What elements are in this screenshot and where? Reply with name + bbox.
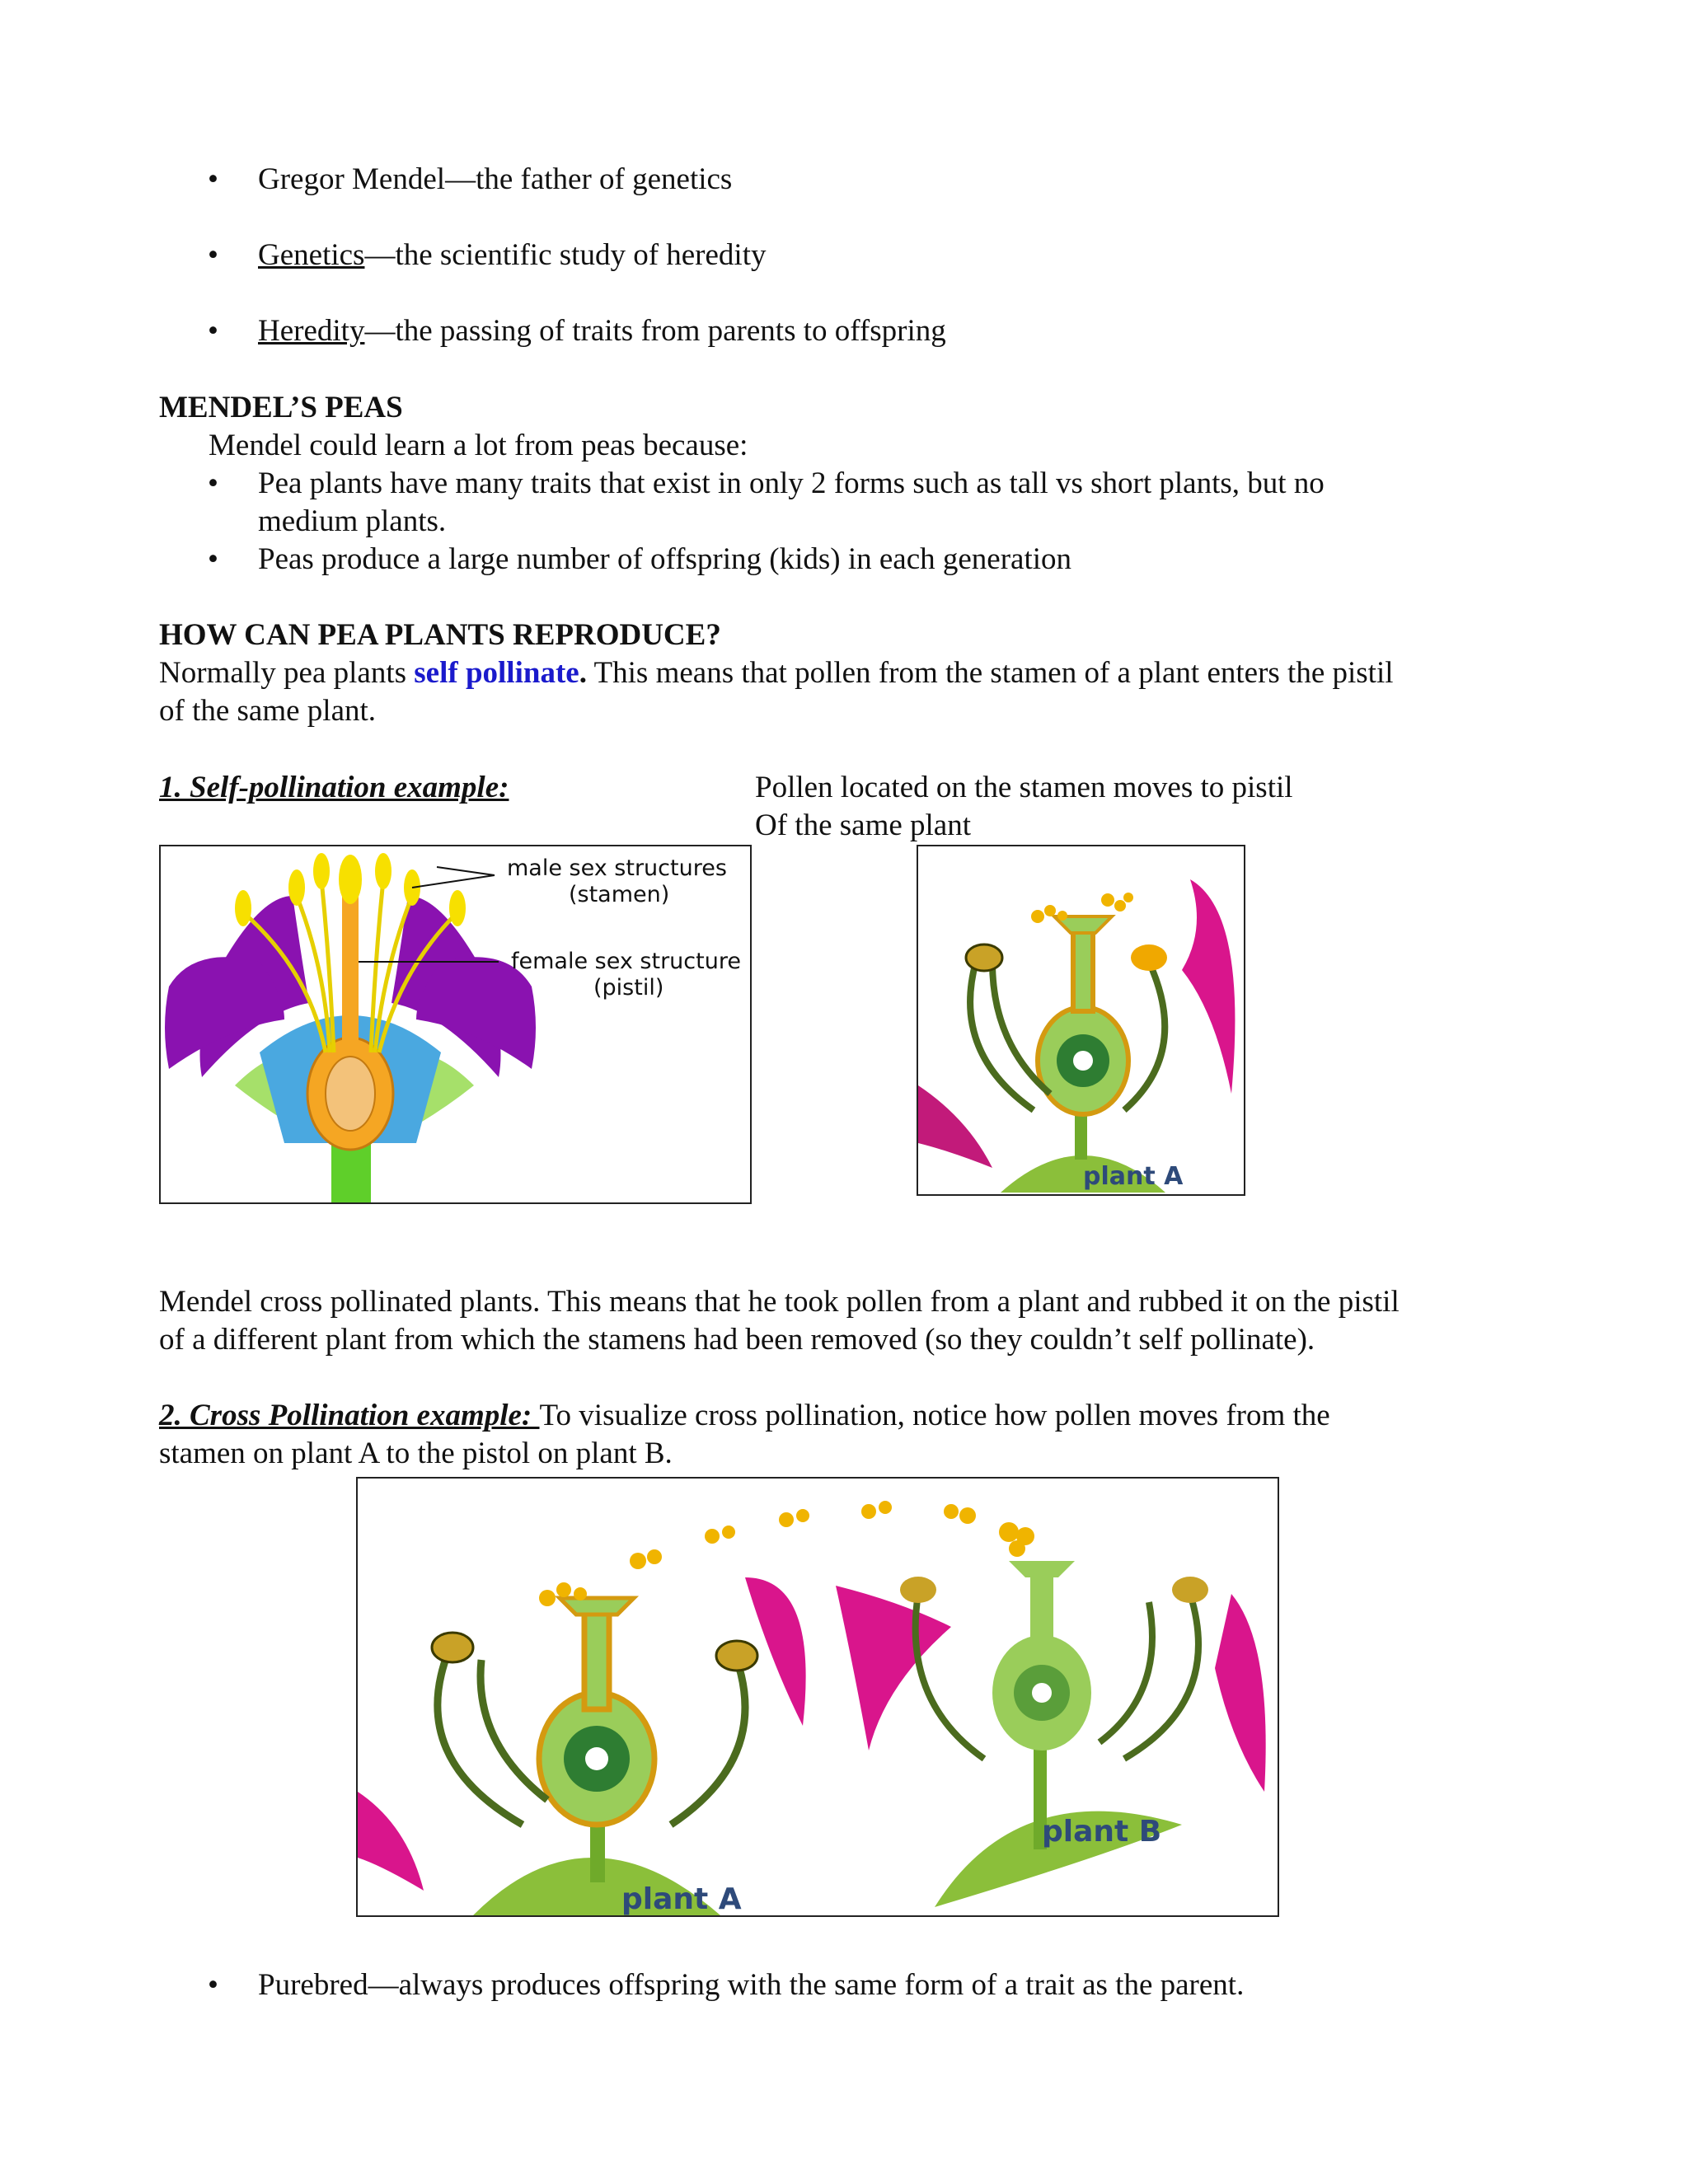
cross-example-line1 [159, 1397, 1330, 1435]
peas-reason-1: Pea plants have many traits that exist in only 2 forms such as tall vs short plants, but no [258, 466, 1325, 500]
definition: —the passing of traits from parents to offspring [364, 314, 946, 348]
bullet: • [208, 238, 218, 272]
definition: —the scientific study of heredity [364, 238, 767, 272]
label-female-structure: female sex structure [511, 949, 741, 974]
text: Normally pea plants [159, 656, 415, 690]
reproduce-text-line2: of the same plant. [159, 694, 377, 728]
cross-text-line2: of a different plant from which the stamens had been removed (so they couldn’t self pollinate). [159, 1323, 1315, 1357]
plant-a-label-cross: plant A [621, 1882, 742, 1915]
plants-a-b-image [358, 1479, 1278, 1915]
definition-heredity [258, 312, 946, 350]
definition-genetics [258, 237, 767, 274]
section-heading-peas: MENDEL’S PEAS [159, 391, 403, 424]
section-heading-reproduce: HOW CAN PEA PLANTS REPRODUCE? [159, 618, 721, 652]
self-pollination-plant-image [917, 845, 1245, 1196]
bullet: • [208, 542, 218, 576]
self-example-caption-1: Pollen located on the stamen moves to pistil [755, 771, 1293, 804]
definition-purebred [258, 1966, 1244, 2004]
term: Gregor Mendel [258, 162, 446, 196]
highlight-self-pollinate: self pollinate [414, 656, 579, 690]
period: . [579, 656, 587, 690]
reproduce-text-line1 [159, 654, 1394, 692]
peas-reason-2: Peas produce a large number of offspring (kids) in each generation [258, 542, 1072, 576]
plant-b-label: plant B [1042, 1815, 1162, 1849]
bullet: • [208, 314, 218, 348]
cross-example-line2: stamen on plant A to the pistol on plant B. [159, 1436, 673, 1470]
peas-intro: Mendel could learn a lot from peas because: [209, 429, 748, 462]
self-example-title: 1. Self-pollination example: [159, 771, 509, 804]
definition: —the father of genetics [445, 162, 733, 196]
self-example-caption-2: Of the same plant [755, 808, 971, 842]
definition: —always produces offspring with the same form of a trait as the parent. [368, 1968, 1245, 2002]
cross-example-title: 2. Cross Pollination example: [159, 1399, 540, 1432]
term: Heredity [258, 314, 365, 348]
plant-a-label: plant A [1083, 1162, 1184, 1191]
term: Genetics [258, 238, 365, 272]
peas-reason-1-cont: medium plants. [258, 504, 447, 538]
bullet: • [208, 162, 218, 196]
flower-cross-section-image [161, 846, 750, 1202]
label-male-structures: male sex structures [507, 855, 727, 881]
plant-a-self-image [918, 846, 1244, 1194]
bullet: • [208, 1968, 218, 2002]
cross-text-line1: Mendel cross pollinated plants. This means that he took pollen from a plant and rubbed it on the pistil [159, 1285, 1400, 1319]
flower-diagram [159, 845, 752, 1204]
term: Purebred [258, 1968, 368, 2002]
cross-pollination-image [356, 1477, 1279, 1917]
bullet: • [208, 466, 218, 500]
label-stamen: (stamen) [569, 882, 670, 907]
cross-example-text: To visualize cross pollination, notice how pollen moves from the [539, 1399, 1330, 1432]
label-pistil: (pistil) [593, 975, 664, 1001]
definition-mendel [258, 161, 732, 199]
text: This means that pollen from the stamen of a plant enters the pistil [586, 656, 1394, 690]
